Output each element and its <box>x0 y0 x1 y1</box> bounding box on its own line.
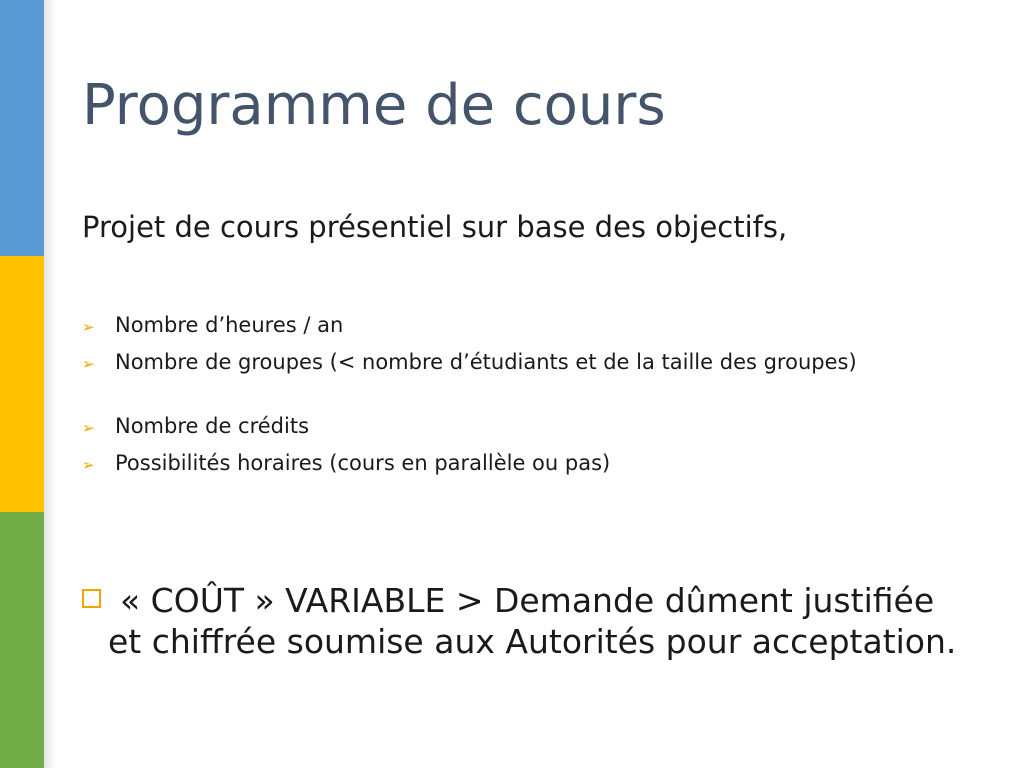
bullet-item <box>82 413 942 440</box>
intro-text: Projet de cours présentiel sur base des objectifs, <box>82 210 788 244</box>
bullet-item <box>82 349 942 376</box>
cost-paragraph <box>82 580 962 662</box>
accent-band-shadow <box>44 0 56 768</box>
arrow-bullet-icon: ➢ <box>82 419 95 437</box>
bullet-item <box>82 450 942 477</box>
slide-title: Programme de cours <box>82 73 666 138</box>
arrow-bullet-icon: ➢ <box>82 456 95 474</box>
cost-text: « COÛT » VARIABLE > Demande dûment justifiée et chiffrée soumise aux Autorités pour acceptation. <box>108 581 957 661</box>
bullet-text: Nombre de groupes (< nombre d’étudiants et de la taille des groupes) <box>115 350 857 374</box>
arrow-bullet-icon: ➢ <box>82 355 95 373</box>
bullet-text: Possibilités horaires (cours en parallèle ou pas) <box>115 451 611 475</box>
bullet-list <box>82 312 942 477</box>
arrow-bullet-icon: ➢ <box>82 318 95 336</box>
bullet-text: Nombre d’heures / an <box>115 313 344 337</box>
square-bullet-icon <box>82 589 101 608</box>
accent-band-blue <box>0 0 44 256</box>
bullet-text: Nombre de crédits <box>115 414 310 438</box>
accent-band-green <box>0 512 44 768</box>
bullet-item <box>82 312 942 339</box>
accent-band-yellow <box>0 256 44 512</box>
